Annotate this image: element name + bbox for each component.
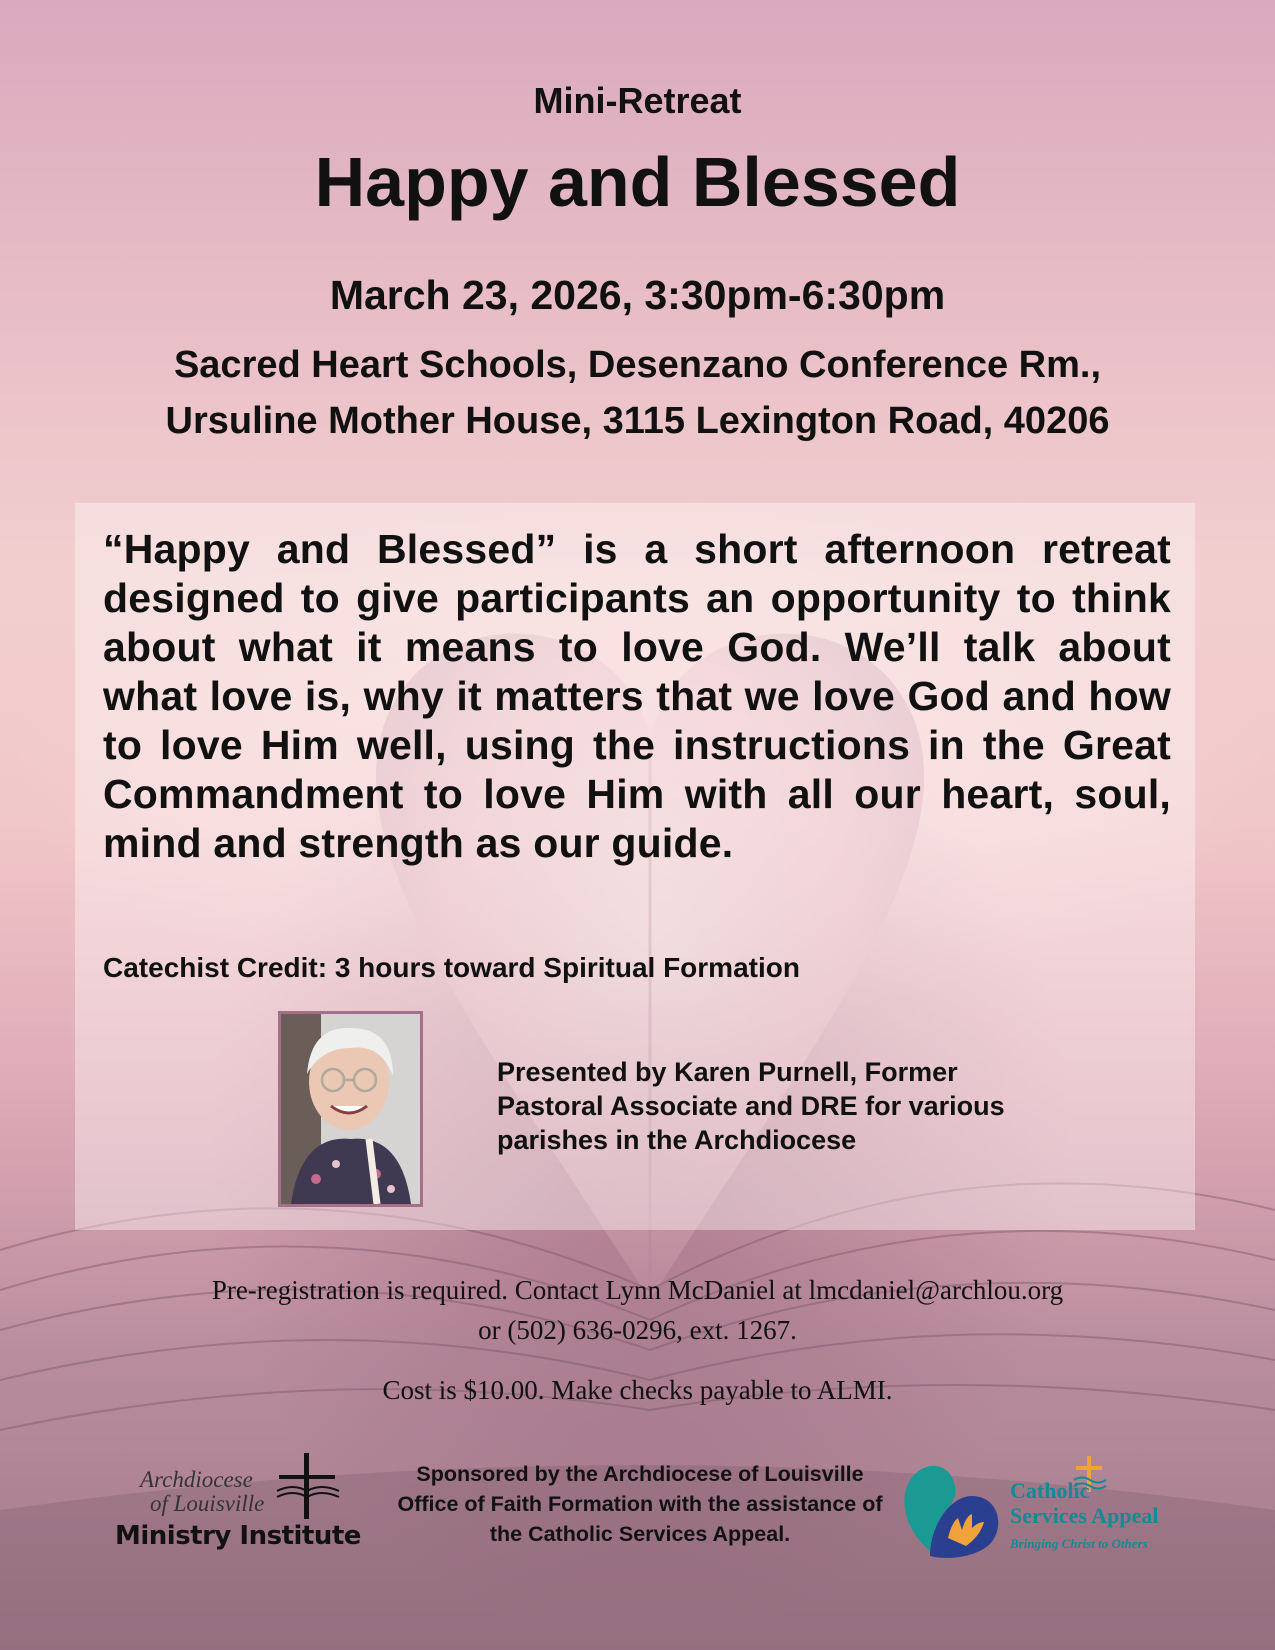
- registration-contact-line-1: Pre-registration is required. Contact Lynn McDaniel at lmcdaniel@archlou.org: [211, 1275, 1064, 1305]
- presenter-photo: [278, 1011, 423, 1207]
- cost-info: Cost is $10.00. Make checks payable to ALMI.: [382, 1375, 893, 1405]
- event-description: “Happy and Blessed” is a short afternoon retreat designed to give participants an opportunity to think about what it means to love God. We’ll talk about what love is, why it matters that we love God and how to love Him well, using the instructions in the Great Commandment to love Him with all our heart, soul, mind and strength as our guide.: [103, 526, 1171, 866]
- almi-logo-line-2: of Louisville: [150, 1491, 265, 1516]
- catholic-services-appeal-logo: [900, 1456, 1160, 1568]
- csa-logo-tagline: Bringing Christ to Others: [1010, 1536, 1148, 1551]
- csa-logo-line-1: Catholic: [1010, 1478, 1090, 1503]
- catechist-credit: Catechist Credit: 3 hours toward Spiritual Formation: [103, 952, 800, 983]
- event-venue-line-2: Ursuline Mother House, 3115 Lexington Road, 40206: [165, 400, 1110, 442]
- heart-hands-icon: [900, 1456, 1010, 1568]
- registration-contact-line-2: or (502) 636-0296, ext. 1267.: [478, 1315, 797, 1345]
- csa-logo-name: [1010, 1478, 1159, 1528]
- cross-icon: [273, 1453, 343, 1519]
- event-type-label: Mini-Retreat: [533, 80, 742, 121]
- presenter-info: Presented by Karen Purnell, Former Pastoral Associate and DRE for various parishes in the Archdiocese: [497, 1057, 1005, 1155]
- event-date-time: March 23, 2026, 3:30pm-6:30pm: [329, 272, 946, 318]
- event-venue-line-1: Sacred Heart Schools, Desenzano Conference Rm.,: [173, 344, 1102, 386]
- event-title: Happy and Blessed: [314, 143, 961, 221]
- sponsor-statement: Sponsored by the Archdiocese of Louisville Office of Faith Formation with the assistance of the Catholic Services Appeal.: [397, 1462, 883, 1546]
- csa-logo-line-2: Services Appeal: [1010, 1503, 1159, 1528]
- almi-logo-line-1: Archdiocese: [140, 1467, 253, 1492]
- almi-logo-line-3: Ministry Institute: [115, 1521, 361, 1551]
- ministry-institute-logo: [115, 1453, 365, 1553]
